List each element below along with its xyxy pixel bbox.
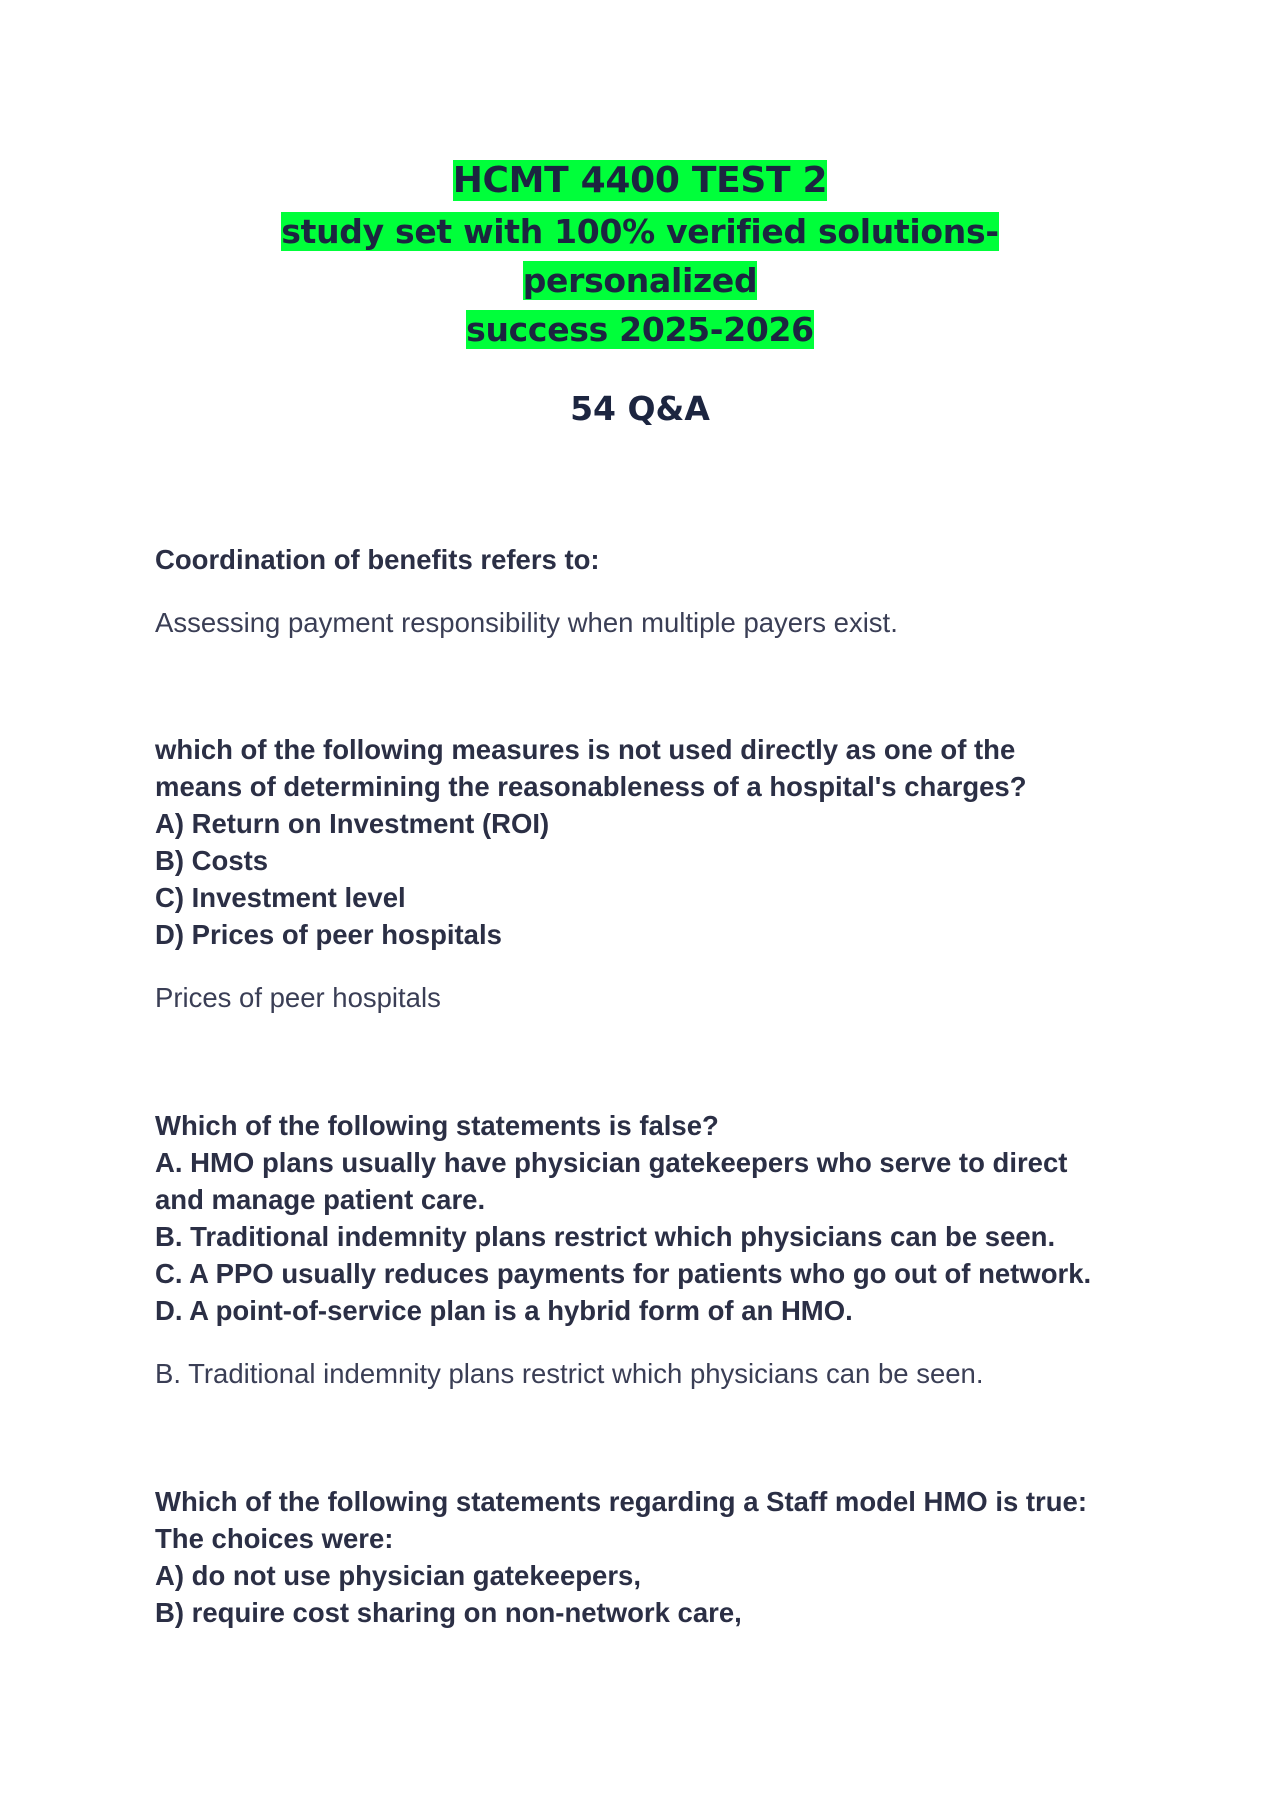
- question-text: which of the following measures is not used directly as one of the: [155, 734, 1016, 765]
- answer-option: A) Return on Investment (ROI): [155, 808, 550, 839]
- question-text: Which of the following statements is false?: [155, 1110, 719, 1141]
- answer-option: C) Investment level: [155, 882, 406, 913]
- question-block-3: [155, 1107, 1135, 1392]
- answer-option: B) Costs: [155, 845, 269, 876]
- answer-option: and manage patient care.: [155, 1184, 486, 1215]
- question-block-2: [155, 731, 1135, 1016]
- question-count: 54 Q&A: [570, 389, 710, 428]
- answer-option: A. HMO plans usually have physician gatekeepers who serve to direct: [155, 1147, 1068, 1178]
- document-header: [0, 155, 1280, 432]
- answer-option: D. A point-of-service plan is a hybrid form of an HMO.: [155, 1295, 853, 1326]
- answer-option: C. A PPO usually reduces payments for patients who go out of network.: [155, 1258, 1092, 1289]
- question-block-1: [155, 541, 1135, 641]
- answer-text: Assessing payment responsibility when multiple payers exist.: [155, 607, 898, 638]
- document-title: HCMT 4400 TEST 2: [452, 160, 828, 201]
- document-subtitle-line1: study set with 100% verified solutions-personalized: [281, 212, 999, 300]
- answer-text: B. Traditional indemnity plans restrict which physicians can be seen.: [155, 1358, 984, 1389]
- question-text: means of determining the reasonableness of a hospital's charges?: [155, 771, 1027, 802]
- answer-option: B) require cost sharing on non-network care,: [155, 1597, 742, 1628]
- question-block-4: [155, 1483, 1135, 1631]
- question-text: The choices were:: [155, 1523, 394, 1554]
- answer-option: B. Traditional indemnity plans restrict which physicians can be seen.: [155, 1221, 1056, 1252]
- question-text: Which of the following statements regarding a Staff model HMO is true:: [155, 1486, 1088, 1517]
- answer-text: Prices of peer hospitals: [155, 982, 441, 1013]
- answer-option: A) do not use physician gatekeepers,: [155, 1560, 641, 1591]
- question-text: Coordination of benefits refers to:: [155, 544, 600, 575]
- answer-option: D) Prices of peer hospitals: [155, 919, 502, 950]
- document-subtitle-line2: success 2025-2026: [466, 310, 814, 349]
